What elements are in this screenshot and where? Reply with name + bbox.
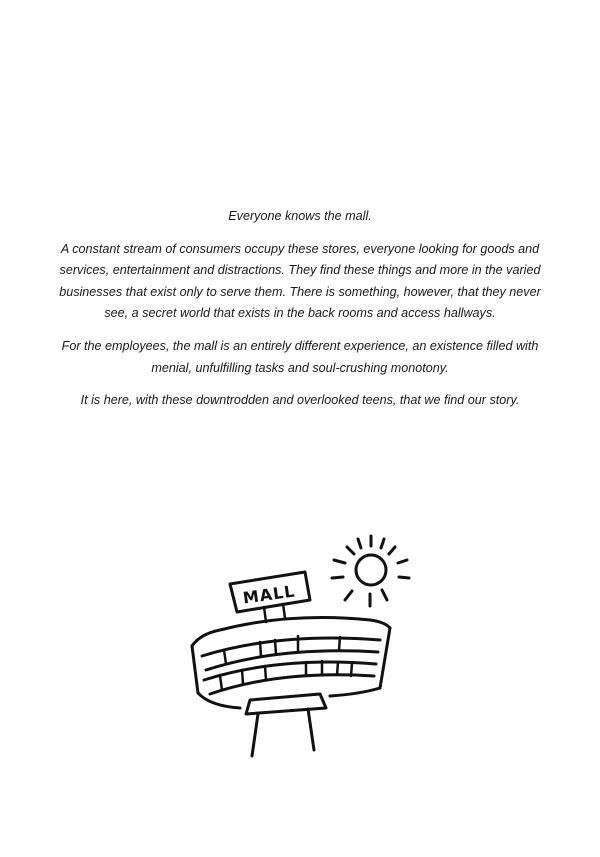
- sun-icon: [332, 536, 409, 606]
- paragraph-3: For the employees, the mall is an entirely different experience, an existence filled with menial, unfulfilling tasks and soul-crushing monotony.: [61, 338, 539, 375]
- mall-sign: [230, 572, 310, 622]
- paragraph-4: It is here, with these downtrodden and overlooked teens, that we find our story.: [80, 393, 520, 408]
- mall-building: [192, 618, 390, 756]
- mall-sign-label: MALL: [241, 581, 297, 608]
- intro-text: [50, 206, 550, 423]
- mall-illustration: [180, 528, 420, 768]
- paragraph-2: A constant stream of consumers occupy these stores, everyone looking for goods and services, entertainment and distractions. They find these things and more in the varied businesses that exist only to serve them. There is something, however, that they never see, a secret world that exists in the back rooms and access hallways.: [59, 241, 541, 321]
- paragraph-1: Everyone knows the mall.: [228, 209, 372, 223]
